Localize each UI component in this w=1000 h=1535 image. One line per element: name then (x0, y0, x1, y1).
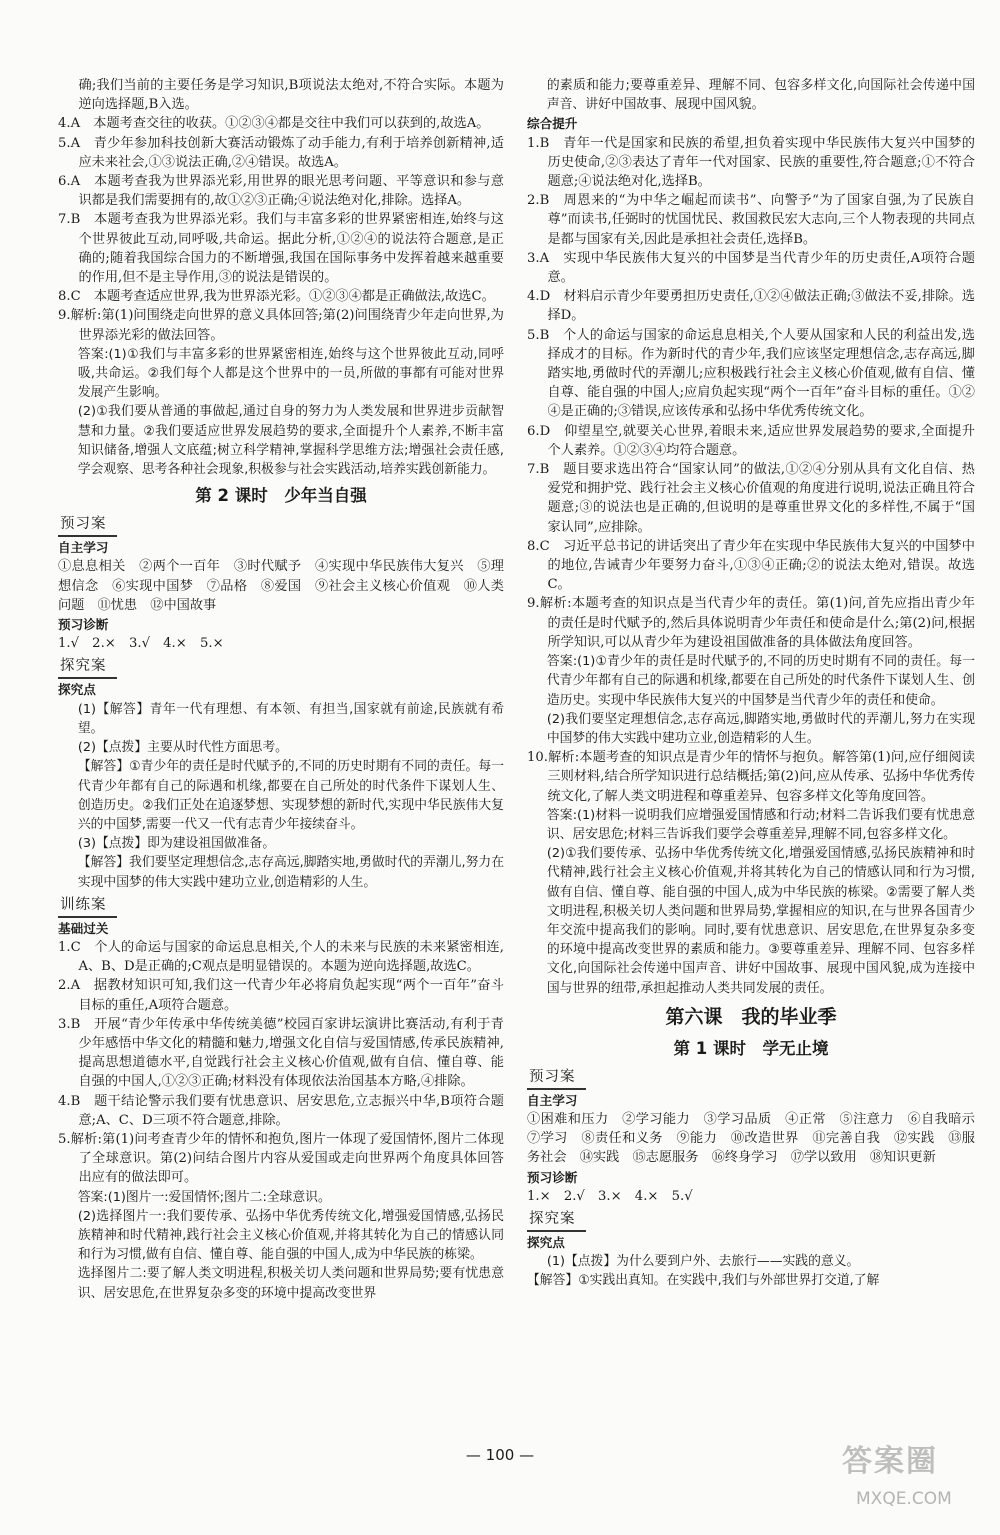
paragraph: 【解答】我们要坚定理想信念,志存高远,脚踏实地,勇做时代的弄潮儿,努力在实现中国梦的伟大实践中建功立业,创造精彩的人生。 (77, 855, 504, 890)
paragraph: 答案:(1)①青少年的责任是时代赋予的,不同的历史时期有不同的责任。每一代青少年都有自己的际遇和机缘,都要在自己所处的时代条件下谋划人生、创造历史。实现中华民族伟大复兴的中国梦是当代青少年的责任和使命。 (546, 654, 975, 708)
right-column (527, 76, 989, 1291)
subsection-heading: 探究点 (527, 1234, 565, 1250)
paragraph: (1)【点拨】为什么要到户外、去旅行——实践的意义。 (546, 1254, 860, 1270)
subsection-heading: 自主学习 (527, 1092, 578, 1108)
subsection-heading: 基础过关 (58, 920, 109, 936)
paragraph: 3.A 实现中华民族伟大复兴的中国梦是当代青少年的历史责任,A项符合题意。 (527, 250, 975, 286)
paragraph: 选择图片二:要了解人类文明进程,积极关切人类问题和世界局势;要有忧患意识、居安思危,在世界复杂多变的环境中提高改变世界 (77, 1266, 504, 1301)
paragraph: 2.B 周恩来的“为中华之崛起而读书”、向警予“为了国家自强,为了民族自尊”而读书,任弼时的忧国忧民、救国救民宏大志向,三个人物表现的共同点是都与国家有关,因此是承担社会责任,选择B。 (527, 193, 975, 247)
paragraph: (2)①我们要从普通的事做起,通过自身的努力为人类发展和世界进步贡献智慧和力量。②我们要适应世界发展趋势的要求,全面提升个人素养,不断丰富知识储备,增强人文底蕴;树立科学精神,掌握科学思维方法;增强社会责任感,学会观察、思考各种社会现象,积极参与社会实践活动,培养实践创新能力。 (77, 404, 504, 478)
paragraph: 2.A 据教材知识可知,我们这一代青少年必将肩负起实现“两个一百年”奋斗目标的重任,A项符合题意。 (58, 978, 504, 1013)
paragraph: 4.A 本题考查交往的收获。①②③④都是交往中我们可以获到的,故选A。 (58, 116, 490, 132)
section-band: 探究案 (527, 1210, 586, 1232)
watermark-logo (822, 1444, 972, 1514)
paragraph: 5.A 青少年参加科技创新大赛活动锻炼了动手能力,有利于培养创新精神,适应未来社会,①③说法正确,②④错误。故选A。 (58, 135, 504, 170)
paragraph: (2)【点拨】主要从时代性方面思考。 (77, 740, 288, 756)
paragraph: 的素质和能力;要尊重差异、理解不同、包容多样文化,向国际社会传递中国声音、讲好中国故事、展现中国风貌。 (546, 78, 975, 113)
subsection-heading: 自主学习 (58, 540, 109, 556)
paragraph: 6.D 仰望星空,就要关心世界,着眼未来,适应世界发展趋势的要求,全面提升个人素养。①②③④均符合题意。 (527, 423, 975, 458)
paragraph: 答案:(1)图片一:爱国情怀;图片二:全球意识。 (77, 1189, 331, 1205)
paragraph: (3)【点拨】即为建设祖国做准备。 (77, 836, 276, 852)
paragraph: 7.B 本题考查我为世界添光彩。我们与丰富多彩的世界紧密相连,始终与这个世界彼此互动,同呼吸,共命运。据此分析,①②④的说法符合题意,是正确的;随着我国综合国力的不断增强,我国在国际事务中发挥着越来越重要的作用,但不是主导作用,③的说法是错误的。 (58, 212, 504, 286)
paragraph: 9.解析:第(1)问围绕走向世界的意义具体回答;第(2)问围绕青少年走向世界,为世界添光彩的做法回答。 (58, 308, 504, 343)
lesson-title: 第 2 课时 少年当自强 (195, 486, 367, 506)
paragraph: 5.解析:第(1)问考查青少年的情怀和抱负,图片一体现了爱国情怀,图片二体现了全球意识。第(2)问结合图片内容从爱国或走向世界两个角度具体回答出应有的做法即可。 (58, 1131, 504, 1186)
paragraph: 1.× 2.√ 3.× 4.× 5.√ (527, 1188, 693, 1204)
section-band: 训练案 (58, 896, 117, 918)
subsection-heading: 预习诊断 (58, 617, 109, 633)
lesson-title: 第 1 课时 学无止境 (673, 1038, 829, 1058)
paragraph: 1.C 个人的命运与国家的命运息息相关,个人的未来与民族的未来紧密相连,A、B、D是正确的;C观点是明显错误的。本题为逆向选择题,故选C。 (58, 939, 504, 975)
section-band: 预习案 (58, 515, 117, 537)
paragraph: 8.C 本题考查适应世界,我为世界添光彩。①②③④都是正确做法,故选C。 (58, 289, 495, 305)
section-band: 探究案 (58, 657, 117, 679)
paragraph: 10.解析:本题考查的知识点是青少年的情怀与抱负。解答第(1)问,应仔细阅读三则材料,结合所学知识进行总结概括;第(2)问,应从传承、弘扬中华优秀传统文化,了解人类文明进程和尊重差异、包容多样文化等角度回答。 (527, 750, 975, 804)
watermark-url: MXQE.COM (856, 1489, 952, 1509)
paragraph: 答案:(1)材料一说明我们应增强爱国情感和行动;材料二告诉我们要有忧患意识、居安思危;材料三告诉我们要学会尊重差异,理解不同,包容多样文化。 (546, 807, 975, 842)
paragraph: 6.A 本题考查我为世界添光彩,用世界的眼光思考问题、平等意识和参与意识都是我们需要拥有的,故①②③正确;④说法绝对化,排除。选择A。 (58, 174, 504, 209)
paragraph: 答案:(1)①我们与丰富多彩的世界紧密相连,始终与这个世界彼此互动,同呼吸,共命运。②我们每个人都是这个世界中的一员,所做的事都有可能对世界发展产生影响。 (77, 346, 504, 401)
watermark-text: 答案圈 (842, 1444, 938, 1479)
paragraph: 8.C 习近平总书记的讲话突出了青少年在实现中华民族伟大复兴的中国梦中的地位,告诫青少年要努力奋斗,①③④正确;②的说法太绝对,错误。故选C。 (527, 538, 975, 593)
subsection-heading: 预习诊断 (527, 1169, 578, 1185)
paragraph: ①息息相关 ②两个一百年 ③时代赋予 ④实现中华民族伟大复兴 ⑤理想信念 ⑥实现中国梦 ⑦品格 ⑧爱国 ⑨社会主义核心价值观 ⑩人类问题 ⑪忧患 ⑫中国故事 (58, 559, 504, 613)
paragraph: 1.B 青年一代是国家和民族的希望,担负着实现中华民族伟大复兴中国梦的历史使命,②③表达了青年一代对国家、民族的重要性,符合题意;①不符合题意;④说法绝对化,选择B。 (527, 135, 975, 190)
paragraph: 9.解析:本题考查的知识点是当代青少年的责任。第(1)问,首先应指出青少年的责任是时代赋予的,然后具体说明青少年责任和使命是什么;第(2)问,根据所学知识,可以从青少年为建设祖国做准备的具体做法角度回答。 (527, 596, 975, 650)
paragraph: (2)选择图片一:我们要传承、弘扬中华优秀传统文化,增强爱国情感,弘扬民族精神和时代精神,践行社会主义核心价值观,并将其转化为自己的情感认同和行为习惯,做有自信、懂自尊、能自强的中国人,成为中华民族的栋梁。 (77, 1208, 504, 1263)
subsection-heading: 综合提升 (527, 116, 578, 132)
paragraph: 确;我们当前的主要任务是学习知识,B项说法太绝对,不符合实际。本题为逆向选择题,B入选。 (78, 78, 504, 113)
paragraph: 4.D 材料启示青少年要勇担历史责任,①②④做法正确;③做法不妥,排除。选择D。 (527, 289, 975, 324)
subsection-heading: 探究点 (58, 682, 96, 698)
paragraph: (1)【解答】青年一代有理想、有本领、有担当,国家就有前途,民族就有希望。 (77, 701, 504, 736)
page-number: — 100 — (465, 1446, 535, 1464)
paragraph: 1.√ 2.× 3.√ 4.× 5.× (58, 636, 224, 652)
unit-title: 第六课 我的毕业季 (665, 1005, 837, 1028)
paragraph: 4.B 题干结论警示我们要有忧患意识、居安思危,立志振兴中华,B项符合题意;A、C、D三项不符合题意,排除。 (58, 1093, 504, 1128)
paragraph: 【解答】①青少年的责任是时代赋予的,不同的历史时期有不同的责任。每一代青少年都有自己的际遇和机缘,都要在自己所处的时代条件下谋划人生、创造历史。②我们正处在追逐梦想、实现梦想的新时代,实现中华民族伟大复兴的中国梦,需要一代又一代有志青少年接续奋斗。 (77, 759, 504, 832)
paragraph: (2)我们要坚定理想信念,志存高远,脚踏实地,勇做时代的弄潮儿,努力在实现中国梦的伟大实践中建功立业,创造精彩的人生。 (546, 711, 975, 746)
paragraph: (2)①我们要传承、弘扬中华优秀传统文化,增强爱国情感,弘扬民族精神和时代精神,践行社会主义核心价值观,并将其转化为自己的情感认同和行为习惯,做有自信、懂自尊、能自强的中国人,成为中华民族的栋梁。②需要了解人类文明进程,积极关切人类问题和世界局势,掌握相应的知识,在与世界各国青少年交流中提高我们的影响。同时,要有忧患意识、居安思危,在世界复杂多变的环境中提高改变世界的素质和能力。③要尊重差异、理解不同、包容多样文化,向国际社会传递中国声音、讲好中国故事、展现中国风貌,成为连接中国与世界的纽带,承担起推动人类共同发展的责任。 (546, 846, 975, 996)
paragraph: 3.B 开展“青少年传承中华传统美德”校园百家讲坛演讲比赛活动,有利于青少年感悟中华文化的精髓和魅力,增强文化自信与爱国情感,传承民族精神,提高思想道德水平,自觉践行社会主义核心价值观,做有自信、懂自尊、能自强的中国人,①②③正确;材料没有体现依法治国基本方略,④排除。 (58, 1016, 504, 1090)
paragraph: 【解答】①实践出真知。在实践中,我们与外部世界打交道,了解 (527, 1273, 880, 1289)
section-band: 预习案 (527, 1068, 586, 1090)
paragraph: 5.B 个人的命运与国家的命运息息相关,个人要从国家和人民的利益出发,选择成才的目标。作为新时代的青少年,我们应该坚定理想信念,志存高远,脚踏实地,勇做时代的弄潮儿;应积极践行社会主义核心价值观,做有自信、懂自尊、能自强的中国人;应肩负起实现“两个一百年”奋斗目标的重任。①②④是正确的;③错误,应该传承和弘扬中华优秀传统文化。 (527, 327, 975, 420)
paragraph: 7.B 题目要求选出符合“国家认同”的做法,①②④分别从具有文化自信、热爱党和拥护党、践行社会主义核心价值观的角度进行说明,说法正确且符合题意;③的说法也是正确的,但说明的是尊重世界文化的多样性,不属于“国家认同”,应排除。 (527, 462, 975, 535)
paragraph: ①困难和压力 ②学习能力 ③学习品质 ④正常 ⑤注意力 ⑥自我暗示 ⑦学习 ⑧责任和义务 ⑨能力 ⑩改造世界 ⑪完善自我 ⑫实践 ⑬服务社会 ⑭实践 ⑮志愿服务 ⑯终身学习 ⑰学以致用 ⑱知识更新 (527, 1111, 989, 1166)
left-column (58, 76, 504, 1303)
